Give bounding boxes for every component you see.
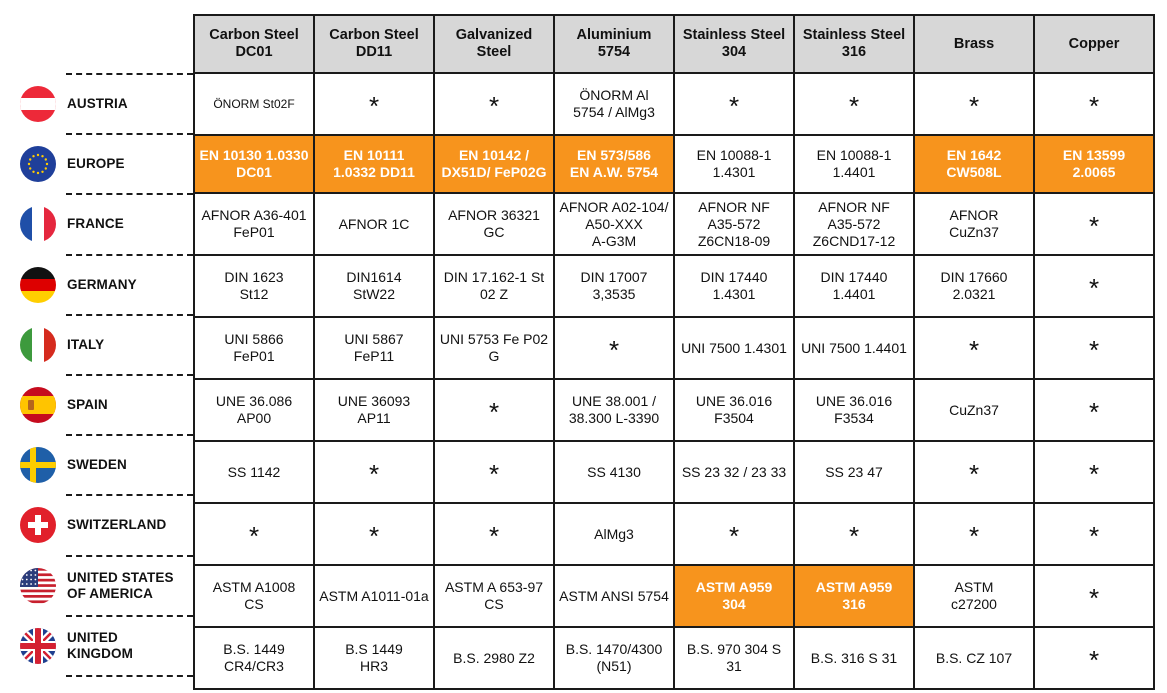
cell-text-line: A35-572 — [827, 215, 881, 232]
cell-text-line: A-G3M — [591, 232, 637, 249]
cell-text-line: * — [248, 521, 260, 551]
not-applicable-cell — [914, 503, 1034, 565]
cell-text-line: * — [488, 521, 500, 551]
highlighted-standard-cell — [434, 135, 554, 193]
country-row-austria — [0, 74, 193, 134]
standard-cell — [554, 193, 674, 255]
highlighted-standard-cell — [794, 565, 914, 627]
standard-cell — [914, 565, 1034, 627]
cell-text-line: UNI 7500 1.4401 — [801, 339, 907, 356]
table-row — [194, 73, 1154, 135]
cell-text-line: (N51) — [596, 658, 632, 674]
cell-text-line: EN 10130 1.0330 — [199, 147, 309, 163]
country-name — [67, 495, 166, 555]
cell-text-line: * — [728, 521, 740, 551]
cell-text-line: DIN1614 — [346, 269, 402, 285]
cell-text-line: Aluminium — [576, 27, 652, 43]
cell-text-line: AFNOR — [949, 207, 999, 223]
cell-text-line: UNI 5753 Fe P02 — [439, 331, 549, 347]
cell-text-line: EUROPE — [67, 156, 125, 172]
cell-text-line: AFNOR NF — [698, 198, 770, 215]
standard-cell — [314, 379, 434, 441]
cell-text-line: SS 1142 — [227, 463, 281, 480]
cell-text-line: AUSTRIA — [67, 96, 128, 112]
not-applicable-cell — [1034, 503, 1154, 565]
cell-text-line: ÖNORM St02F — [213, 96, 295, 111]
cell-text-line: ÖNORM Al — [579, 87, 649, 103]
standard-cell — [674, 135, 794, 193]
cell-text-line: AFNOR A02-104/ — [559, 198, 669, 215]
cell-text-line: UNE 36093 — [337, 393, 411, 409]
cell-text-line: * — [968, 335, 980, 365]
column-header-carbon-steel-dc01 — [194, 15, 314, 73]
eu-flag-icon — [20, 146, 56, 182]
table-row — [194, 255, 1154, 317]
cell-text-line: A35-572 — [707, 215, 761, 232]
column-header-brass — [914, 15, 1034, 73]
cell-text-line: * — [848, 521, 860, 551]
standard-cell — [314, 193, 434, 255]
standard-cell — [794, 379, 914, 441]
highlighted-standard-cell — [554, 135, 674, 193]
cell-text-line: DC01 — [235, 44, 273, 60]
cell-text-line: * — [488, 459, 500, 489]
cell-text-line: * — [1088, 335, 1100, 365]
standard-cell — [674, 379, 794, 441]
standard-cell — [914, 193, 1034, 255]
highlighted-standard-cell — [194, 135, 314, 193]
uk-flag-icon — [20, 628, 56, 664]
not-applicable-cell — [1034, 73, 1154, 135]
not-applicable-cell — [1034, 193, 1154, 255]
country-name — [67, 315, 104, 375]
cell-text-line: * — [608, 335, 620, 365]
standard-cell — [194, 627, 314, 689]
cell-text-line: Z6CND17-12 — [812, 232, 896, 249]
cell-text-line: SWITZERLAND — [67, 517, 167, 533]
standard-cell — [794, 627, 914, 689]
standard-cell — [194, 193, 314, 255]
cell-text-line: DIN 17007 — [580, 269, 648, 285]
cell-text-line: DIN 17440 — [700, 269, 768, 285]
cell-text-line: Stainless Steel — [802, 27, 906, 43]
cell-text-line: F3534 — [834, 410, 874, 426]
cell-text-line: A50-XXX — [585, 215, 643, 232]
not-applicable-cell — [1034, 441, 1154, 503]
cell-text-line: B.S. CZ 107 — [935, 649, 1013, 666]
cell-text-line: * — [1088, 459, 1100, 489]
column-header-galvanized-steel — [434, 15, 554, 73]
cell-text-line: AFNOR NF — [818, 198, 890, 215]
cell-text-line: 1.4401 — [832, 164, 876, 180]
country-row-switzerland — [0, 495, 193, 555]
cell-text-line: Brass — [953, 35, 995, 52]
cell-text-line: UNI 5867 — [344, 331, 404, 347]
cell-text-line: StW22 — [352, 286, 395, 302]
cell-text-line: F3504 — [714, 410, 754, 426]
cell-text-line: HR3 — [359, 658, 388, 674]
cell-text-line: 1.4401 — [832, 286, 876, 302]
cell-text-line: EN 13599 — [1062, 147, 1126, 163]
standard-cell — [554, 379, 674, 441]
italy-flag-icon — [20, 327, 56, 363]
divider — [66, 675, 193, 677]
cell-text-line: CuZn37 — [949, 224, 999, 240]
country-row-spain — [0, 375, 193, 435]
not-applicable-cell — [314, 441, 434, 503]
cell-text-line: DD11 — [355, 44, 393, 60]
spain-flag-icon — [20, 387, 56, 423]
cell-text-line: ASTM A959 — [815, 579, 893, 595]
cell-text-line: B.S. 1449 — [223, 641, 285, 657]
standard-cell — [794, 255, 914, 317]
cell-text-line: CuZn37 — [949, 401, 999, 418]
standard-cell — [194, 441, 314, 503]
table-row — [194, 565, 1154, 627]
cell-text-line: * — [1088, 211, 1100, 241]
cell-text-line: GC — [483, 224, 505, 240]
standard-cell — [314, 565, 434, 627]
table-row — [194, 503, 1154, 565]
cell-text-line: 2.0321 — [952, 286, 996, 302]
country-row-sweden — [0, 435, 193, 495]
cell-text-line: 38.300 L-3390 — [568, 410, 660, 426]
cell-text-line: 5754 — [597, 44, 631, 60]
cell-text-line: Z6CN18-09 — [697, 232, 771, 249]
standard-cell — [554, 503, 674, 565]
country-list — [0, 74, 193, 676]
cell-text-line: 1.0332 DD11 — [333, 164, 415, 180]
cell-text-line: * — [368, 459, 380, 489]
highlighted-standard-cell — [674, 565, 794, 627]
cell-text-line: UNITED STATES — [67, 569, 174, 585]
france-flag-icon — [20, 206, 56, 242]
not-applicable-cell — [794, 73, 914, 135]
standard-cell — [674, 317, 794, 379]
cell-text-line: FeP01 — [233, 348, 275, 364]
cell-text-line: ASTM A 653-97 — [444, 579, 544, 595]
table-row — [194, 627, 1154, 689]
cell-text-line: 31 — [726, 658, 742, 674]
standard-cell — [674, 441, 794, 503]
cell-text-line: ASTM — [954, 579, 994, 595]
standard-cell — [434, 317, 554, 379]
table-row — [194, 135, 1154, 193]
not-applicable-cell — [314, 73, 434, 135]
table-row — [194, 193, 1154, 255]
sweden-flag-icon — [20, 447, 56, 483]
cell-text-line: SS 23 47 — [825, 463, 883, 480]
cell-text-line: * — [728, 91, 740, 121]
column-header-carbon-steel-dd11 — [314, 15, 434, 73]
standard-cell — [314, 627, 434, 689]
country-name — [67, 255, 137, 315]
cell-text-line: 1.4301 — [712, 286, 756, 302]
country-row-europe — [0, 134, 193, 194]
cell-text-line: * — [968, 91, 980, 121]
cell-text-line: 304 — [722, 596, 746, 612]
standard-cell — [674, 193, 794, 255]
table-row — [194, 317, 1154, 379]
standard-cell — [554, 627, 674, 689]
cell-text-line: 5754 / AlMg3 — [573, 104, 655, 120]
country-name — [67, 194, 124, 254]
country-row-italy — [0, 315, 193, 375]
cell-text-line: * — [968, 459, 980, 489]
cell-text-line: B.S. 316 S 31 — [810, 649, 898, 666]
cell-text-line: EN 1642 — [946, 147, 1002, 163]
cell-text-line: CW508L — [946, 164, 1002, 180]
cell-text-line: * — [1088, 397, 1100, 427]
standard-cell — [434, 565, 554, 627]
cell-text-line: ASTM ANSI 5754 — [559, 587, 669, 604]
austria-flag-icon — [20, 86, 56, 122]
cell-text-line: SWEDEN — [67, 457, 127, 473]
cell-text-line: SS 23 32 / 23 33 — [681, 463, 787, 480]
cell-text-line: * — [848, 91, 860, 121]
cell-text-line: UNI 7500 1.4301 — [681, 339, 787, 356]
cell-text-line: * — [1088, 521, 1100, 551]
not-applicable-cell — [674, 73, 794, 135]
not-applicable-cell — [914, 73, 1034, 135]
country-row-germany — [0, 255, 193, 315]
cell-text-line: B.S. 2980 Z2 — [453, 649, 535, 666]
cell-text-line: AFNOR 1C — [338, 215, 410, 232]
cell-text-line: DC01 — [236, 164, 272, 180]
not-applicable-cell — [1034, 565, 1154, 627]
cell-text-line: UNE 38.001 / — [571, 393, 657, 409]
cell-text-line: B.S 1449 — [345, 641, 403, 657]
cell-text-line: * — [1088, 91, 1100, 121]
cell-text-line: UNI 5866 — [224, 331, 284, 347]
not-applicable-cell — [914, 317, 1034, 379]
cell-text-line: Carbon Steel — [329, 27, 419, 43]
cell-text-line: AFNOR A36-401 — [201, 207, 307, 223]
cell-text-line: c27200 — [951, 596, 997, 612]
cell-text-line: ASTM A1011-01a — [319, 587, 429, 604]
table-row — [194, 441, 1154, 503]
cell-text-line: 3,3535 — [592, 286, 636, 302]
standard-cell — [194, 317, 314, 379]
standard-cell — [794, 441, 914, 503]
cell-text-line: ASTM A959 — [695, 579, 773, 595]
standard-cell — [914, 379, 1034, 441]
standard-cell — [434, 193, 554, 255]
not-applicable-cell — [434, 503, 554, 565]
standard-cell — [794, 135, 914, 193]
not-applicable-cell — [674, 503, 794, 565]
standard-cell — [194, 255, 314, 317]
cell-text-line: * — [1088, 273, 1100, 303]
country-name — [67, 375, 108, 435]
table-row — [194, 379, 1154, 441]
cell-text-line: DX51D/ FeP02G — [441, 164, 547, 180]
table-header-row — [194, 15, 1154, 73]
cell-text-line: Steel — [476, 44, 512, 60]
not-applicable-cell — [434, 441, 554, 503]
cell-text-line: EN 10142 / — [458, 147, 530, 163]
cell-text-line: SS 4130 — [587, 463, 641, 480]
cell-text-line: 1.4301 — [712, 164, 756, 180]
standard-cell — [434, 255, 554, 317]
cell-text-line: EN A.W. 5754 — [569, 164, 659, 180]
not-applicable-cell — [194, 503, 314, 565]
equivalence-table — [193, 14, 1155, 690]
country-row-united-kingdom — [0, 616, 193, 676]
not-applicable-cell — [914, 441, 1034, 503]
cell-text-line: CR4/CR3 — [224, 658, 284, 674]
cell-text-line: * — [368, 91, 380, 121]
standard-cell — [314, 317, 434, 379]
country-name — [67, 74, 128, 134]
cell-text-line: GERMANY — [67, 276, 137, 292]
standard-cell — [194, 73, 314, 135]
country-name — [67, 616, 133, 676]
cell-text-line: FeP01 — [233, 224, 275, 240]
not-applicable-cell — [1034, 379, 1154, 441]
cell-text-line: AlMg3 — [594, 525, 634, 542]
column-header-copper — [1034, 15, 1154, 73]
standard-cell — [194, 565, 314, 627]
cell-text-line: DIN 17660 — [940, 269, 1008, 285]
cell-text-line: 316 — [842, 596, 866, 612]
cell-text-line: B.S. 1470/4300 — [565, 641, 663, 657]
not-applicable-cell — [314, 503, 434, 565]
not-applicable-cell — [434, 73, 554, 135]
cell-text-line: UNE 36.086 — [215, 393, 293, 409]
cell-text-line: * — [488, 91, 500, 121]
column-header-stainless-steel-304 — [674, 15, 794, 73]
cell-text-line: 304 — [721, 44, 747, 60]
not-applicable-cell — [434, 379, 554, 441]
cell-text-line: DIN 17.162-1 St — [443, 269, 545, 285]
cell-text-line: * — [368, 521, 380, 551]
standard-cell — [554, 73, 674, 135]
cell-text-line: CS — [484, 596, 504, 612]
standard-cell — [194, 379, 314, 441]
switzerland-flag-icon — [20, 507, 56, 543]
cell-text-line: Galvanized — [455, 27, 533, 43]
cell-text-line: UNE 36.016 — [695, 393, 773, 409]
standard-cell — [674, 627, 794, 689]
cell-text-line: 316 — [841, 44, 867, 60]
cell-text-line: ITALY — [67, 336, 105, 352]
cell-text-line: St12 — [239, 286, 269, 302]
country-name — [67, 435, 127, 495]
column-header-aluminium-5754 — [554, 15, 674, 73]
standard-cell — [314, 255, 434, 317]
country-name — [67, 556, 174, 616]
standard-cell — [554, 565, 674, 627]
cell-text-line: Copper — [1068, 35, 1120, 52]
cell-text-line: B.S. 970 304 S — [686, 641, 782, 657]
cell-text-line: FRANCE — [67, 216, 124, 232]
cell-text-line: Stainless Steel — [682, 27, 786, 43]
standard-cell — [674, 255, 794, 317]
cell-text-line: * — [1088, 583, 1100, 613]
cell-text-line: AP11 — [357, 410, 391, 426]
standard-cell — [794, 317, 914, 379]
standard-cell — [554, 441, 674, 503]
not-applicable-cell — [554, 317, 674, 379]
standard-cell — [914, 627, 1034, 689]
cell-text-line: AP00 — [236, 410, 272, 426]
usa-flag-icon — [20, 568, 56, 604]
cell-text-line: G — [488, 348, 500, 364]
cell-text-line: KINGDOM — [67, 645, 133, 661]
standard-cell — [914, 255, 1034, 317]
cell-text-line: 2.0065 — [1072, 164, 1116, 180]
standard-cell — [794, 193, 914, 255]
standard-cell — [554, 255, 674, 317]
country-row-france — [0, 194, 193, 254]
country-name — [67, 134, 125, 194]
not-applicable-cell — [794, 503, 914, 565]
cell-text-line: * — [968, 521, 980, 551]
cell-text-line: EN 10111 — [343, 147, 405, 163]
not-applicable-cell — [1034, 627, 1154, 689]
column-header-stainless-steel-316 — [794, 15, 914, 73]
cell-text-line: EN 573/586 — [577, 147, 651, 163]
highlighted-standard-cell — [314, 135, 434, 193]
highlighted-standard-cell — [1034, 135, 1154, 193]
not-applicable-cell — [1034, 255, 1154, 317]
cell-text-line: FeP11 — [353, 348, 395, 364]
cell-text-line: OF AMERICA — [67, 585, 153, 601]
cell-text-line: EN 10088-1 — [816, 147, 892, 163]
cell-text-line: Carbon Steel — [209, 27, 299, 43]
cell-text-line: * — [488, 397, 500, 427]
cell-text-line: DIN 1623 — [224, 269, 284, 285]
cell-text-line: UNITED — [67, 629, 118, 645]
not-applicable-cell — [1034, 317, 1154, 379]
germany-flag-icon — [20, 267, 56, 303]
cell-text-line: DIN 17440 — [820, 269, 888, 285]
country-row-united-states-of-america — [0, 556, 193, 616]
standard-cell — [434, 627, 554, 689]
cell-text-line: AFNOR 36321 — [448, 207, 540, 223]
cell-text-line: 02 Z — [479, 286, 508, 302]
cell-text-line: ASTM A1008 — [212, 579, 296, 595]
cell-text-line: UNE 36.016 — [815, 393, 893, 409]
cell-text-line: CS — [244, 596, 264, 612]
highlighted-standard-cell — [914, 135, 1034, 193]
cell-text-line: * — [1088, 645, 1100, 675]
cell-text-line: EN 10088-1 — [696, 147, 772, 163]
cell-text-line: SPAIN — [67, 397, 108, 413]
